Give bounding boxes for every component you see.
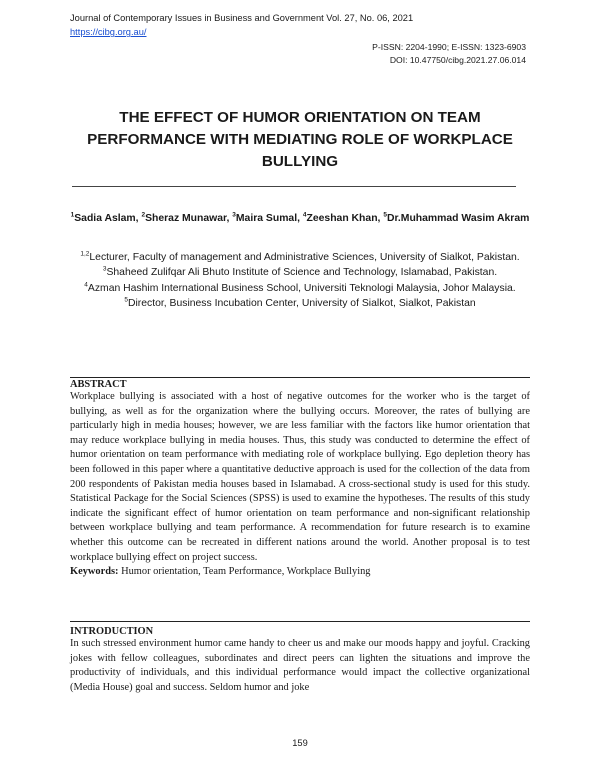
introduction-divider bbox=[70, 621, 530, 622]
author-list bbox=[60, 211, 540, 226]
introduction-section bbox=[70, 626, 530, 695]
author: $^3$Maira Sumal, bbox=[232, 211, 303, 224]
abstract-section bbox=[70, 379, 530, 580]
author: $^1$Sadia Aslam, bbox=[70, 211, 142, 224]
affiliations bbox=[70, 250, 530, 311]
author: $^5$Dr.Muhammad Wasim Akram bbox=[383, 211, 530, 224]
affiliation: $^{1,2}$Lecturer, Faculty of management and Administrative Sciences, University of Sialkot, Pakistan. bbox=[80, 250, 520, 263]
introduction-heading: INTRODUCTION bbox=[70, 626, 154, 637]
page-number: 159 bbox=[292, 738, 308, 748]
abstract-divider bbox=[70, 377, 530, 378]
title-divider bbox=[72, 186, 516, 187]
journal-url-link[interactable]: https://cibg.org.au/ bbox=[70, 27, 147, 37]
abstract-text: Workplace bullying is associated with a host of negative outcomes for the worker who is the target of bullying, as well as for the organization where the bullying occurs. Moreover, the rates of bullying are particularly high in media houses; however, we are less familiar with the factors like humor orientation that may reduce workplace bullying in media houses. Thus, this study was conducted to determine the effect of humor orientation on team performance with mediating role of workplace bullying. Ego depletion theory has been followed in this paper where a quantitative deductive approach is used for the collection of the data from 200 respondents of Pakistan media houses based in Islamabad. A cross-sectional study is used for this study. Statistical Package for the Social Sciences (SPSS) is used to examine the hypotheses. The results of this study indicate the significant effect of humor orientation on team performance and non-significant relationship between workplace bullying and team performance. A recommendation for future research is to examine whether this outcome can be recreated in different nations around the world. Another proposal is to test workplace bullying effect on project success. bbox=[70, 391, 530, 563]
keywords-label: Keywords: bbox=[70, 566, 119, 578]
author: $^2$Sheraz Munawar, bbox=[141, 211, 233, 224]
keywords-list: Humor orientation, Team Performance, Workplace Bullying bbox=[121, 566, 371, 578]
introduction-text: In such stressed environment humor came handy to cheer us and make our moods happy and joyful. Cracking jokes with fellow colleagues, subordinates and direct peers can lighten the situations and improve the productivity of individuals, and this individual performance would impact the collective organizational (Media House) goal and success. Seldom humor and joke bbox=[70, 638, 530, 693]
doi: DOI: 10.47750/cibg.2021.27.06.014 bbox=[389, 55, 526, 65]
affiliation: $^3$Shaheed Zulifqar Ali Bhuto Institute of Science and Technology, Islamabad, Pakistan. bbox=[102, 265, 498, 279]
paper-title: THE EFFECT OF HUMOR ORIENTATION ON TEAM PERFORMANCE WITH MEDIATING ROLE OF WORKPLACE BULLYING bbox=[87, 109, 513, 170]
journal-name: Journal of Contemporary Issues in Business and Government Vol. 27, No. 06, 2021 bbox=[70, 13, 414, 23]
affiliation: $^4$Azman Hashim International Business School, Universiti Teknologi Malaysia, Johor Malaysia. bbox=[84, 281, 516, 294]
affiliation: $^5$Director, Business Incubation Center, University of Sialkot, Sialkot, Pakistan bbox=[124, 296, 476, 309]
issn: P-ISSN: 2204-1990; E-ISSN: 1323-6903 bbox=[372, 42, 526, 52]
abstract-heading: ABSTRACT bbox=[70, 379, 127, 390]
author: $^4$Zeeshan Khan, bbox=[302, 211, 384, 224]
keywords bbox=[70, 565, 530, 580]
